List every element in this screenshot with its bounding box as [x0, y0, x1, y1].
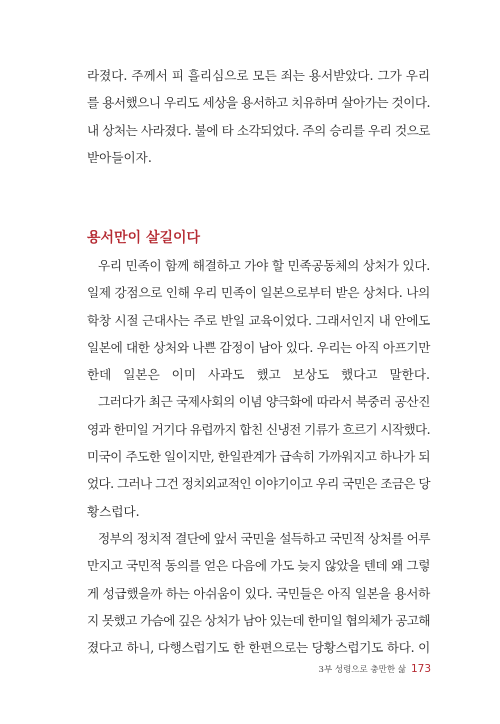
running-title: 3부 성령으로 충만한 삶: [318, 665, 406, 675]
paragraph-2: [87, 388, 430, 524]
text-line: 받아들이자.: [87, 149, 152, 165]
paragraph-3: [87, 525, 430, 661]
section-body: [87, 252, 430, 661]
text-line: 우리 민족이 함께 해결하고 가야 할 민족공동체의 상처가 있다.: [98, 258, 430, 273]
text-line: 미국이 주도한 일이지만, 한일관계가 급속히 가까워지고 하나가 되: [87, 449, 430, 465]
intro-paragraph: [87, 62, 430, 171]
text-line: 지 못했고 가슴에 깊은 상처가 남아 있는데 한미일 협의체가 공고해: [87, 612, 430, 628]
section-heading: 용서만이 살길이다: [87, 230, 201, 246]
text-line: 만지고 국민적 동의를 얻은 다음에 가도 늦지 않았을 텐데 왜 그렇: [87, 558, 430, 574]
text-line: 내 상처는 사라졌다. 불에 타 소각되었다. 주의 승리를 우리 것으로: [87, 122, 430, 138]
text-line: 한데 일본은 이미 사과도 했고 보상도 했다고 말한다.: [87, 367, 430, 383]
page-number: 173: [410, 663, 431, 675]
page-footer: [319, 663, 431, 675]
intro-text: [87, 62, 430, 171]
text-line: 었다. 그러나 그건 정치외교적인 이야기이고 우리 국민은 조금은 당: [87, 476, 430, 492]
paragraph-1: [87, 252, 430, 388]
text-line: 를 용서했으니 우리도 세상을 용서하고 치유하며 살아가는 것이다.: [87, 95, 430, 111]
text-line: 일본에 대한 상처와 나쁜 감정이 남아 있다. 우리는 아직 아프기만: [87, 339, 430, 355]
text-line: 그러다가 최근 국제사회의 이념 양극화에 따라서 북중러 공산진: [98, 394, 430, 410]
text-line: 학창 시절 근대사는 주로 반일 교육이었다. 그래서인지 내 안에도: [87, 312, 430, 328]
text-line: 게 성급했을까 하는 아쉬움이 있다. 국민들은 아직 일본을 용서하: [87, 585, 430, 601]
text-line: 일제 강점으로 인해 우리 민족이 일본으로부터 받은 상처다. 나의: [87, 285, 430, 301]
text-line: 정부의 정치적 결단에 앞서 국민을 설득하고 국민적 상처를 어루: [98, 530, 430, 546]
text-line: 황스럽다.: [87, 503, 140, 519]
text-line: 라졌다. 주께서 피 흘리심으로 모든 죄는 용서받았다. 그가 우리: [87, 68, 430, 83]
text-line: 영과 한미일 거기다 유럽까지 합친 신냉전 기류가 흐르기 시작했다.: [87, 421, 430, 437]
text-line: 졌다고 하니, 다행스럽기도 한 한편으로는 당황스럽기도 하다. 이: [87, 640, 430, 656]
